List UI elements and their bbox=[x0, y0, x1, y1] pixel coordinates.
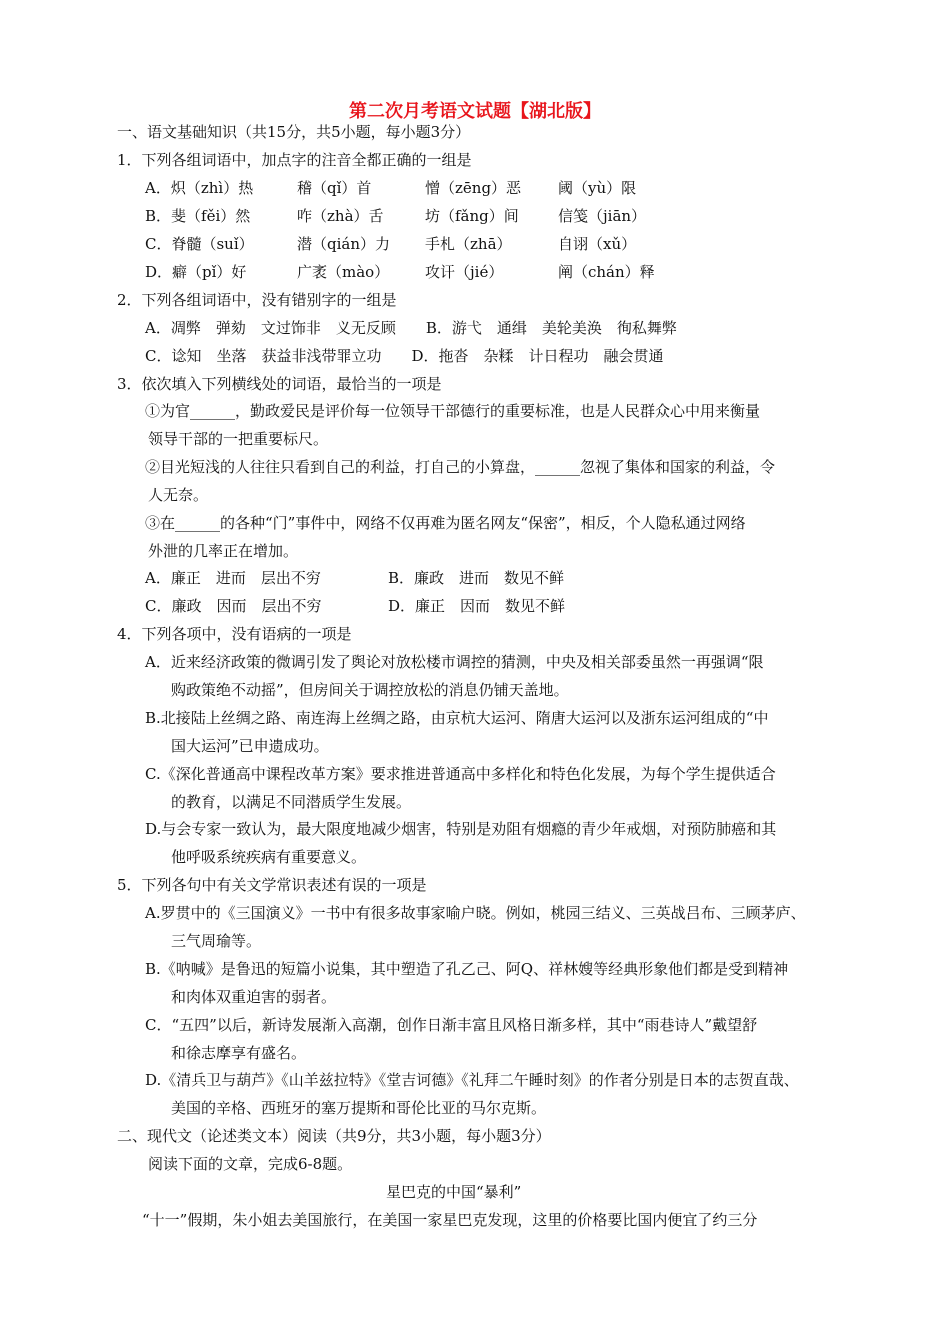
q5-option-b-cont: 和肉体双重迫害的弱者。 bbox=[171, 988, 337, 1006]
q1-option-row bbox=[145, 204, 646, 228]
q3-option-d: D．廉正 因而 数见不鲜 bbox=[388, 597, 566, 615]
q5-option-a-cont: 三气周瑜等。 bbox=[171, 932, 262, 950]
section-1-heading: 一、语文基础知识（共15分，共5小题，每小题3分） bbox=[117, 123, 471, 141]
q1-option: 憎（zēng）恶 bbox=[425, 179, 522, 197]
q4-option-c-cont: 的教育，以满足不同潜质学生发展。 bbox=[171, 793, 412, 811]
q3-stem: 3．依次填入下列横线处的词语，最恰当的一项是 bbox=[117, 375, 442, 393]
q3-sentence-1-cont: 领导干部的一把重要标尺。 bbox=[148, 430, 329, 448]
q3-option-c: C．廉政 因而 层出不穷 bbox=[145, 597, 322, 615]
q3-sentence-2: ②目光短浅的人往往只看到自己的利益，打自己的小算盘，______忽视了集体和国家的利益，令 bbox=[145, 458, 776, 476]
q3-sentence-3: ③在______的各种“门”事件中，网络不仅再难为匿名网友“保密”，相反，个人隐私通过网络 bbox=[145, 514, 746, 532]
q1-option: 广袤（mào） bbox=[297, 263, 390, 281]
q5-stem: 5．下列各句中有关文学常识表述有误的一项是 bbox=[117, 876, 427, 894]
article-title: 星巴克的中国“暴利” bbox=[386, 1183, 522, 1201]
q1-option-row bbox=[145, 176, 636, 200]
section-2-heading: 二、现代文（论述类文本）阅读（共9分，共3小题，每小题3分） bbox=[117, 1127, 551, 1145]
q1-option: 阐（chán）释 bbox=[558, 263, 655, 281]
q1-option: D．癖（pǐ）好 bbox=[145, 263, 247, 281]
q1-stem: 1．下列各组词语中，加点字的注音全都正确的一组是 bbox=[117, 151, 472, 169]
q1-option: 自诩（xǔ） bbox=[558, 235, 637, 253]
article-paragraph: “十一”假期，朱小姐去美国旅行，在美国一家星巴克发现，这里的价格要比国内便宜了约三分 bbox=[142, 1211, 758, 1229]
q5-option-d: D.《清兵卫与葫芦》《山羊兹拉特》《堂吉诃德》《礼拜二午睡时刻》的作者分别是日本的志贺直哉、 bbox=[145, 1071, 799, 1089]
q3-sentence-1: ①为官______，勤政爱民是评价每一位领导干部德行的重要标准，也是人民群众心中用来衡量 bbox=[145, 402, 761, 420]
q1-option: 攻讦（jié） bbox=[425, 263, 504, 281]
page-title: 第二次月考语文试题【湖北版】 bbox=[349, 101, 601, 122]
q4-option-b: B.北接陆上丝绸之路、南连海上丝绸之路，由京杭大运河、隋唐大运河以及浙东运河组成的“中 bbox=[145, 709, 769, 727]
q4-option-d-cont: 他呼吸系统疾病有重要意义。 bbox=[171, 848, 367, 866]
q1-option: A．炽（zhì）热 bbox=[145, 179, 254, 197]
q3-option-a: A．廉正 进而 层出不穷 bbox=[145, 569, 321, 587]
q1-option-row bbox=[145, 232, 636, 256]
q3-option-b: B．廉政 进而 数见不鲜 bbox=[388, 569, 565, 587]
q1-option-row bbox=[145, 260, 655, 284]
q3-sentence-3-cont: 外泄的几率正在增加。 bbox=[148, 542, 299, 560]
q4-option-a: A．近来经济政策的微调引发了舆论对放松楼市调控的猜测，中央及相关部委虽然一再强调“限 bbox=[145, 653, 764, 671]
q1-option: 手札（zhā） bbox=[425, 235, 512, 253]
q3-sentence-2-cont: 人无奈。 bbox=[148, 486, 209, 504]
q5-option-b: B.《呐喊》是鲁迅的短篇小说集，其中塑造了孔乙己、阿Q、祥林嫂等经典形象他们都是受到精神 bbox=[145, 960, 789, 978]
q4-option-c: C.《深化普通高中课程改革方案》要求推进普通高中多样化和特色化发展，为每个学生提供适合 bbox=[145, 765, 776, 783]
q1-option: 咋（zhà）舌 bbox=[297, 207, 384, 225]
q4-option-a-cont: 购政策绝不动摇”，但房间关于调控放松的消息仍铺天盖地。 bbox=[171, 681, 569, 699]
q4-stem: 4．下列各项中，没有语病的一项是 bbox=[117, 625, 352, 643]
q1-option: 稽（qǐ）首 bbox=[297, 179, 372, 197]
q2-options-row: A．凋弊 弹劾 文过饰非 义无反顾 B．游弋 通缉 美轮美涣 徇私舞弊 bbox=[145, 319, 677, 337]
q1-option: 坊（fǎng）间 bbox=[425, 207, 519, 225]
q2-options-row: C．谂知 坐落 获益非浅带罪立功 D．拖沓 杂糅 计日程功 融会贯通 bbox=[145, 347, 664, 365]
reading-instruction: 阅读下面的文章，完成6-8题。 bbox=[148, 1155, 353, 1173]
q2-stem: 2．下列各组词语中，没有错别字的一组是 bbox=[117, 291, 397, 309]
q5-option-a: A.罗贯中的《三国演义》一书中有很多故事家喻户晓。例如，桃园三结义、三英战吕布、三顾茅庐、 bbox=[145, 904, 806, 922]
q1-option: 信笺（jiān） bbox=[558, 207, 647, 225]
q1-option: 潜（qián）力 bbox=[297, 235, 391, 253]
q4-option-b-cont: 国大运河”已申遗成功。 bbox=[171, 737, 329, 755]
q1-option: B．斐（fěi）然 bbox=[145, 207, 251, 225]
q5-option-d-cont: 美国的辛格、西班牙的塞万提斯和哥伦比亚的马尔克斯。 bbox=[171, 1099, 547, 1117]
q5-option-c-cont: 和徐志摩享有盛名。 bbox=[171, 1044, 307, 1062]
q1-option: 阈（yù）限 bbox=[558, 179, 637, 197]
q1-option: C．脊髓（suǐ） bbox=[145, 235, 254, 253]
q4-option-d: D.与会专家一致认为，最大限度地减少烟害，特别是劝阻有烟瘾的青少年戒烟，对预防肺癌和其 bbox=[145, 820, 777, 838]
q5-option-c: C．“五四”以后，新诗发展渐入高潮，创作日渐丰富且风格日渐多样，其中“雨巷诗人”戴望舒 bbox=[145, 1016, 758, 1034]
